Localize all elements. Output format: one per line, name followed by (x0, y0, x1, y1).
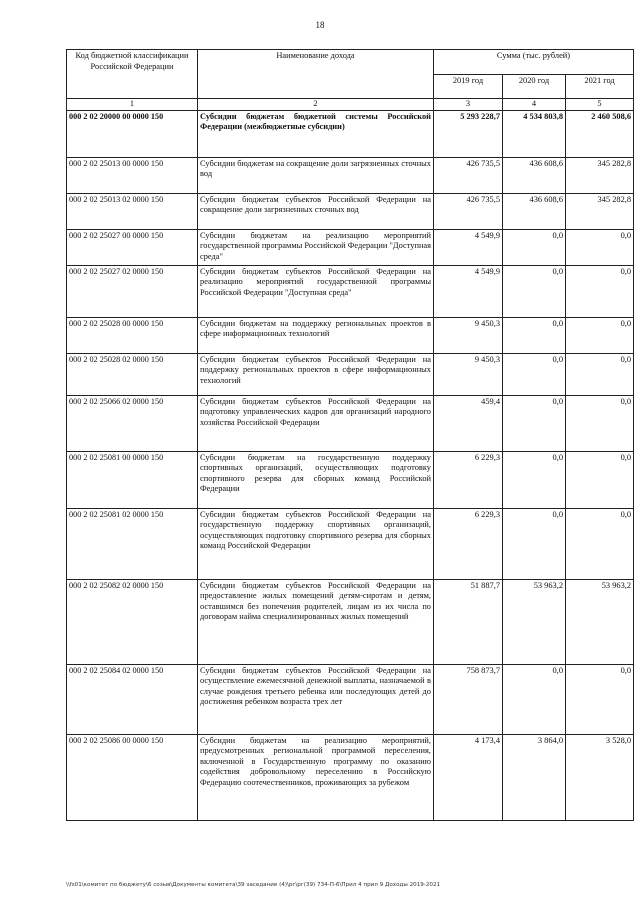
table-row (67, 110, 634, 157)
budget-code: 000 2 02 25027 02 0000 150 (67, 265, 198, 317)
column-number: 5 (566, 99, 634, 111)
revenue-name: Субсидии бюджетам на сокращение доли загрязненных сточных вод (198, 157, 434, 193)
amount-2019: 426 735,5 (434, 157, 503, 193)
amount-2020: 436 608,6 (503, 157, 566, 193)
amount-2020: 0,0 (503, 353, 566, 395)
amount-2020: 4 534 803,8 (503, 110, 566, 157)
sum-column-header: Сумма (тыс. рублей) (434, 50, 634, 75)
budget-code: 000 2 02 25084 02 0000 150 (67, 664, 198, 734)
year-header-2019: 2019 год (434, 75, 503, 99)
revenue-name: Субсидии бюджетам субъектов Российской Федерации на осуществление ежемесячной денежной выплаты, назначаемой в случае рождения третьего ребенка или последующих детей до достижения ребенком возраста трех лет (198, 664, 434, 734)
table-row (67, 734, 634, 820)
amount-2020: 0,0 (503, 229, 566, 265)
revenue-name: Субсидии бюджетам бюджетной системы Российской Федерации (межбюджетные субсидии) (198, 110, 434, 157)
column-number: 3 (434, 99, 503, 111)
amount-2021: 345 282,8 (566, 193, 634, 229)
amount-2020: 3 864,0 (503, 734, 566, 820)
table-row (67, 229, 634, 265)
amount-2020: 0,0 (503, 265, 566, 317)
amount-2021: 0,0 (566, 664, 634, 734)
revenue-name: Субсидии бюджетам на государственную поддержку спортивных организаций, осуществляющих подготовку спортивного резерва для сборных команд Российской Федерации (198, 451, 434, 508)
budget-code: 000 2 02 25086 00 0000 150 (67, 734, 198, 820)
revenue-name: Субсидии бюджетам субъектов Российской Федерации на поддержку региональных проектов в сфере информационных технологий (198, 353, 434, 395)
revenue-name: Субсидии бюджетам субъектов Российской Федерации на реализацию мероприятий государственной программы Российской Федерации "Доступная среда" (198, 265, 434, 317)
amount-2020: 0,0 (503, 508, 566, 579)
table-row (67, 265, 634, 317)
table-row (67, 395, 634, 451)
amount-2020: 0,0 (503, 451, 566, 508)
amount-2019: 9 450,3 (434, 317, 503, 353)
amount-2021: 53 963,2 (566, 579, 634, 664)
name-column-header: Наименование дохода (198, 50, 434, 99)
amount-2021: 3 528,0 (566, 734, 634, 820)
table-row (67, 579, 634, 664)
amount-2020: 53 963,2 (503, 579, 566, 664)
amount-2019: 5 293 228,7 (434, 110, 503, 157)
revenue-name: Субсидии бюджетам на реализацию мероприятий государственной программы Российской Федерации "Доступная среда" (198, 229, 434, 265)
revenue-name: Субсидии бюджетам субъектов Российской Федерации на государственную поддержку спортивных организаций, осуществляющих подготовку спортивного резерва для сборных команд Российской Федерации (198, 508, 434, 579)
amount-2019: 459,4 (434, 395, 503, 451)
budget-code: 000 2 02 20000 00 0000 150 (67, 110, 198, 157)
code-column-header: Код бюджетной классификации Российской Федерации (67, 50, 198, 99)
amount-2019: 426 735,5 (434, 193, 503, 229)
revenue-name: Субсидии бюджетам на поддержку региональных проектов в сфере информационных технологий (198, 317, 434, 353)
amount-2019: 6 229,3 (434, 451, 503, 508)
budget-code: 000 2 02 25066 02 0000 150 (67, 395, 198, 451)
table-row (67, 664, 634, 734)
amount-2019: 4 549,9 (434, 265, 503, 317)
page-number: 18 (315, 20, 325, 30)
budget-code: 000 2 02 25013 02 0000 150 (67, 193, 198, 229)
table-body (67, 110, 634, 820)
amount-2020: 0,0 (503, 317, 566, 353)
table-row (67, 317, 634, 353)
table-row (67, 157, 634, 193)
amount-2021: 0,0 (566, 265, 634, 317)
amount-2021: 0,0 (566, 508, 634, 579)
table-row (67, 353, 634, 395)
table-row (67, 451, 634, 508)
amount-2020: 0,0 (503, 395, 566, 451)
revenue-name: Субсидии бюджетам субъектов Российской Федерации на подготовку управленческих кадров для организаций народного хозяйства Российской Федерации (198, 395, 434, 451)
amount-2019: 51 887,7 (434, 579, 503, 664)
column-number: 4 (503, 99, 566, 111)
file-path-footer: \\fs01\комитет по бюджету\6 созыв\Документы комитета\39 заседание (4)\рг\рг(39) 734-П-6\Прил 4 прил 9 Доходы 2019-2021 (66, 882, 441, 888)
budget-code: 000 2 02 25028 02 0000 150 (67, 353, 198, 395)
amount-2020: 436 608,6 (503, 193, 566, 229)
year-header-2021: 2021 год (566, 75, 634, 99)
amount-2019: 9 450,3 (434, 353, 503, 395)
budget-code: 000 2 02 25013 00 0000 150 (67, 157, 198, 193)
amount-2021: 0,0 (566, 395, 634, 451)
amount-2021: 0,0 (566, 353, 634, 395)
amount-2020: 0,0 (503, 664, 566, 734)
table-row (67, 508, 634, 579)
revenue-name: Субсидии бюджетам субъектов Российской Федерации на предоставление жилых помещений детям-сиротам и детям, оставшимся без попечения родителей, лицам из их числа по договорам найма специализированных жилых помещений (198, 579, 434, 664)
year-header-2020: 2020 год (503, 75, 566, 99)
amount-2021: 345 282,8 (566, 157, 634, 193)
amount-2019: 4 173,4 (434, 734, 503, 820)
amount-2019: 6 229,3 (434, 508, 503, 579)
revenue-name: Субсидии бюджетам субъектов Российской Федерации на сокращение доли загрязненных сточных вод (198, 193, 434, 229)
budget-code: 000 2 02 25081 02 0000 150 (67, 508, 198, 579)
amount-2021: 0,0 (566, 451, 634, 508)
budget-code: 000 2 02 25028 00 0000 150 (67, 317, 198, 353)
budget-code: 000 2 02 25081 00 0000 150 (67, 451, 198, 508)
budget-code: 000 2 02 25027 00 0000 150 (67, 229, 198, 265)
amount-2019: 4 549,9 (434, 229, 503, 265)
table-row (67, 193, 634, 229)
column-number: 1 (67, 99, 198, 111)
revenue-table (66, 49, 634, 821)
amount-2021: 2 460 508,6 (566, 110, 634, 157)
column-number: 2 (198, 99, 434, 111)
revenue-name: Субсидии бюджетам на реализацию мероприятий, предусмотренных региональной программой переселения, включенной в Государственную программу по оказанию содействия добровольному переселению в Российскую Федерацию соотечественников, проживающих за рубежом (198, 734, 434, 820)
amount-2019: 758 873,7 (434, 664, 503, 734)
amount-2021: 0,0 (566, 317, 634, 353)
budget-code: 000 2 02 25082 02 0000 150 (67, 579, 198, 664)
amount-2021: 0,0 (566, 229, 634, 265)
